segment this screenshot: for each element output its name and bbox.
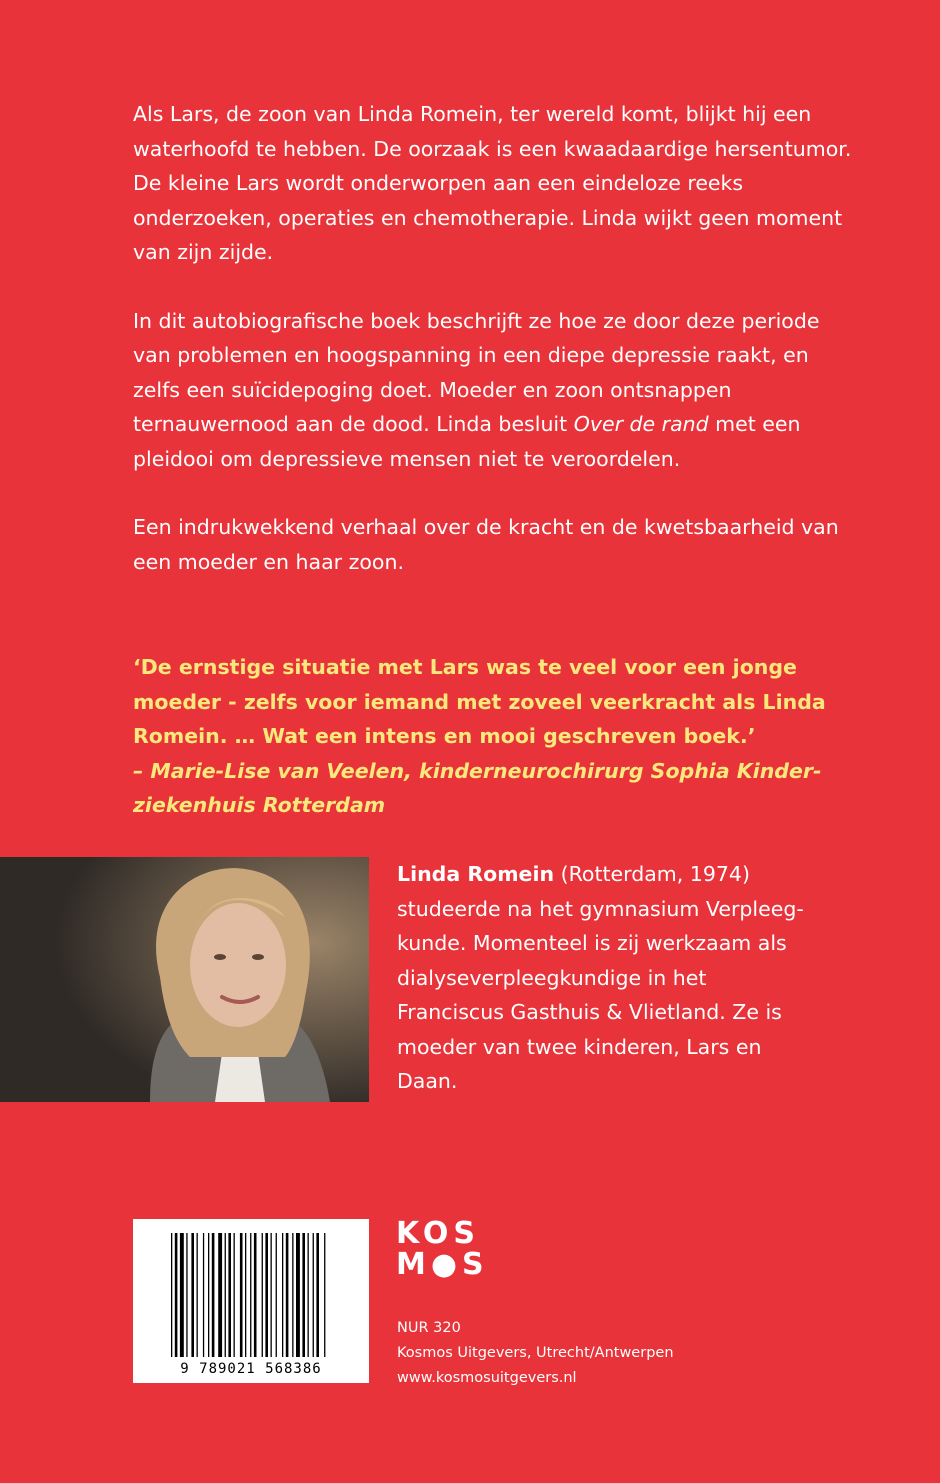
barcode-bar <box>228 1233 231 1357</box>
barcode-bar <box>208 1233 209 1357</box>
author-bio <box>397 857 817 1099</box>
barcode-bar <box>234 1233 235 1357</box>
isbn-number: 9 789021 568386 <box>180 1361 322 1377</box>
barcode-bar <box>218 1233 222 1357</box>
review-quote <box>133 650 833 823</box>
barcode-bar <box>180 1233 184 1357</box>
quote-text: ‘De ernstige situatie met Lars was te veel voor een jonge moeder - zelfs voor iemand met zoveel veerkracht als Linda Romein. … Wat een intens en mooi geschreven boek.’ <box>133 655 826 748</box>
blurb-p2-end: met een pleidooi om depressieve mensen niet te veroordelen. <box>133 412 801 471</box>
barcode-bar <box>212 1233 215 1357</box>
publisher-info <box>397 1316 797 1391</box>
barcode-bar <box>171 1233 172 1357</box>
barcode-bar <box>282 1233 283 1357</box>
barcode-bar <box>245 1233 246 1357</box>
blurb-p2-start: In dit autobiografische boek beschrijft ze hoe ze door deze periode van problemen en hoogspanning in een diepe depressie raakt, en zelfs een suïcidepoging doet. Moeder en zoon ontsnappen ternauwernood aan de dood. Linda besluit <box>133 308 820 436</box>
barcode-bar <box>175 1233 178 1357</box>
barcode-bar <box>265 1233 268 1357</box>
barcode-bar <box>276 1233 277 1357</box>
kosmos-logo <box>396 1216 489 1282</box>
barcode-bar <box>292 1233 293 1357</box>
barcode-bar <box>186 1233 187 1357</box>
barcode-bar <box>324 1233 325 1357</box>
barcode-bar <box>262 1233 263 1357</box>
barcode-bar <box>250 1233 251 1357</box>
barcode-bar <box>240 1233 243 1357</box>
barcode-bar <box>316 1233 319 1357</box>
blurb-paragraph-3: Een indrukwekkend verhaal over de kracht en de kwetsbaarheid van een moeder en haar zoon. <box>133 515 839 574</box>
barcode-bar <box>286 1233 289 1357</box>
blurb <box>133 97 853 613</box>
author-bio-text: (Rotterdam, 1974) studeerde na het gymnasium Verpleeg-kunde. Momenteel is zij werkzaam als dialyseverpleegkundige in het Franciscus Gasthuis & Vlietland. Ze is moeder van twee kinderen, Lars en Daan. <box>397 862 804 1093</box>
logo-line-1: KOS <box>396 1216 481 1251</box>
barcode-bar <box>302 1233 305 1357</box>
author-portrait-image <box>0 857 369 1102</box>
publisher-url: www.kosmosuitgevers.nl <box>397 1370 577 1386</box>
barcode-bars <box>133 1219 369 1383</box>
barcode-bar <box>203 1233 204 1357</box>
barcode-bar <box>296 1233 300 1357</box>
barcode-bar <box>313 1233 314 1357</box>
barcode-bar <box>308 1233 309 1357</box>
isbn-barcode <box>133 1219 369 1383</box>
barcode-bar <box>225 1233 226 1357</box>
barcode-bar <box>191 1233 194 1357</box>
quote-source: – Marie-Lise van Veelen, kinderneurochirurg Sophia Kinder-ziekenhuis Rotterdam <box>133 758 822 817</box>
logo-line-2: M●S <box>396 1247 489 1282</box>
author-name: Linda Romein <box>397 862 555 886</box>
publisher-name: Kosmos Uitgevers, Utrecht/Antwerpen <box>397 1345 674 1361</box>
blurb-paragraph-2 <box>133 304 853 477</box>
barcode-bar <box>197 1233 198 1357</box>
book-title: Over de rand <box>573 412 709 436</box>
author-photo <box>0 857 369 1102</box>
nur-code: NUR 320 <box>397 1320 461 1336</box>
blurb-paragraph-1: Als Lars, de zoon van Linda Romein, ter wereld komt, blijkt hij een waterhoofd te hebben. De oorzaak is een kwaadaardige hersentumor. De kleine Lars wordt onderworpen aan een eindeloze reeks onderzoeken, operaties en chemotherapie. Linda wijkt geen moment van zijn zijde. <box>133 102 852 264</box>
barcode-bar <box>271 1233 272 1357</box>
barcode-bar <box>254 1233 257 1357</box>
